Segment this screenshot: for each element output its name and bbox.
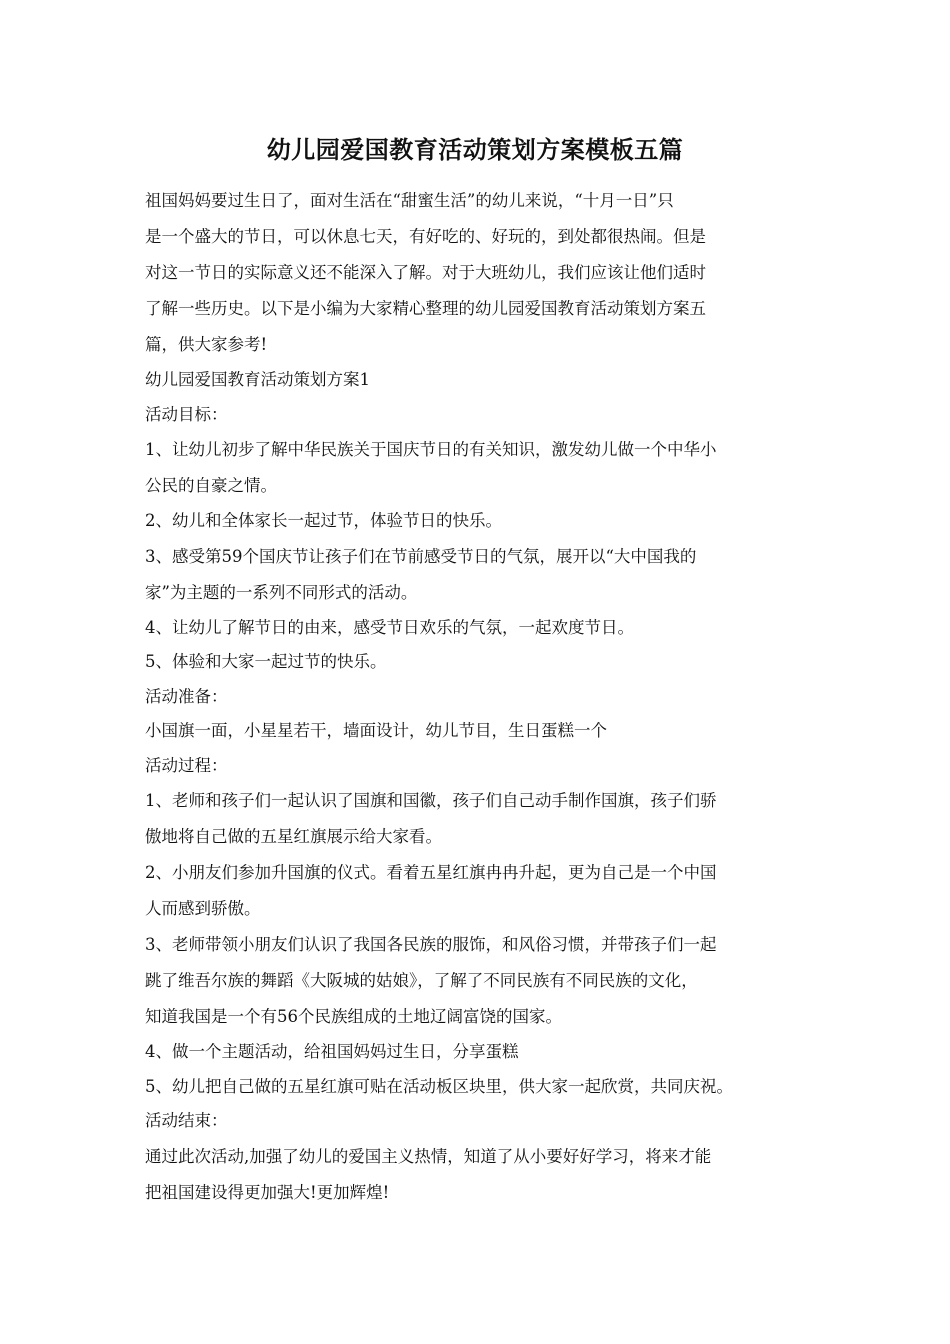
intro-line: 对这一节日的实际意义还不能深入了解。对于大班幼儿，我们应该让他们适时 <box>145 263 706 282</box>
step-line: 1、老师和孩子们一起认识了国旗和国徽，孩子们自己动手制作国旗，孩子们骄 <box>145 791 717 810</box>
goal-line: 家”为主题的一系列不同形式的活动。 <box>145 582 418 602</box>
step-line: 知道我国是一个有56个民族组成的土地辽阔富饶的国家。 <box>145 1007 562 1026</box>
process-step <box>145 855 815 927</box>
step-line: 跳了维吾尔族的舞蹈《大阪城的姑娘》，了解了不同民族有不同民族的文化， <box>145 971 698 990</box>
step-line: 人而感到骄傲。 <box>145 899 261 918</box>
step-line: 3、老师带领小朋友们认识了我国各民族的服饰，和风俗习惯，并带孩子们一起 <box>145 935 717 954</box>
goal-item <box>145 539 815 611</box>
step-line: 2、小朋友们参加升国旗的仪式。看着五星红旗冉冉升起，更为自己是一个中国 <box>145 863 717 882</box>
goals-heading: 活动目标： <box>145 404 228 424</box>
document-title: 幼儿园爱国教育活动策划方案模板五篇 <box>266 135 684 164</box>
process-heading: 活动过程： <box>145 755 228 775</box>
intro-paragraph <box>145 183 815 363</box>
goal-line: 3、感受第59个国庆节让孩子们在节前感受节日的气氛，展开以“大中国我的 <box>145 546 697 566</box>
intro-line: 篇，供大家参考! <box>145 335 268 354</box>
prep-text: 小国旗一面，小星星若干，墙面设计，幼儿节目，生日蛋糕一个 <box>145 721 607 740</box>
process-step: 4、做一个主题活动，给祖国妈妈过生日，分享蛋糕 <box>145 1042 519 1061</box>
goal-line: 公民的自豪之情。 <box>145 476 277 495</box>
intro-line: 了解一些历史。以下是小编为大家精心整理的幼儿园爱国教育活动策划方案五 <box>145 299 706 318</box>
goal-item: 5、体验和大家一起过节的快乐。 <box>145 652 387 671</box>
intro-line: 祖国妈妈要过生日了，面对生活在“甜蜜生活”的幼儿来说，“十月一日”只 <box>145 191 674 210</box>
process-step <box>145 927 815 1035</box>
end-line: 通过此次活动,加强了幼儿的爱国主义热情，知道了从小要好好学习，将来才能 <box>145 1146 712 1166</box>
goal-item: 4、让幼儿了解节日的由来，感受节日欢乐的气氛，一起欢度节日。 <box>145 617 634 637</box>
intro-line: 是一个盛大的节日，可以休息七天，有好吃的、好玩的，到处都很热闹。但是 <box>145 227 706 246</box>
prep-heading: 活动准备： <box>145 686 228 706</box>
goal-item: 2、幼儿和全体家长一起过节，体验节日的快乐。 <box>145 511 502 530</box>
goal-line: 1、让幼儿初步了解中华民族关于国庆节日的有关知识，激发幼儿做一个中华小 <box>145 440 717 459</box>
plan-heading: 幼儿园爱国教育活动策划方案1 <box>145 370 370 389</box>
document-body <box>145 183 815 1211</box>
process-step: 5、幼儿把自己做的五星红旗可贴在活动板区块里，供大家一起欣赏，共同庆祝。 <box>145 1076 733 1096</box>
end-line: 把祖国建设得更加强大!更加辉煌! <box>145 1182 390 1202</box>
process-step <box>145 783 815 855</box>
end-paragraph <box>145 1139 815 1211</box>
step-line: 傲地将自己做的五星红旗展示给大家看。 <box>145 827 442 846</box>
goal-item <box>145 432 815 504</box>
end-heading: 活动结束： <box>145 1111 228 1130</box>
